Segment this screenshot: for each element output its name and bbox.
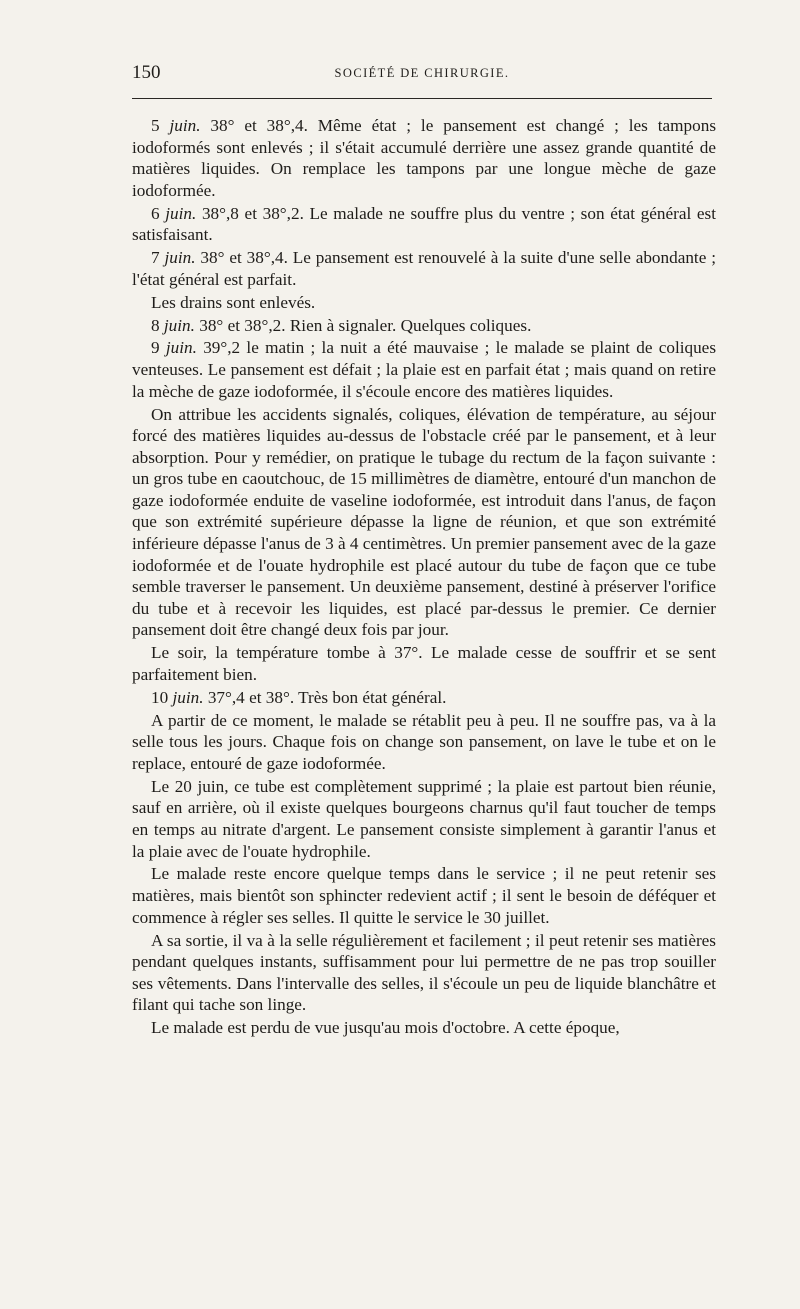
paragraph-june-6 [132, 203, 716, 246]
paragraph-lead: 9 [151, 338, 166, 358]
paragraph-drains [132, 292, 716, 314]
paragraph-text: Les drains sont enlevés. [151, 292, 316, 312]
paragraph-text: Le 20 juin, ce tube est complètement supprimé ; la plaie est partout bien réunie, sauf en arrière, où il existe quelques bourgeons charnus qu'il faut toucher de temps en temps au nitrate d'argent. Le pansement consiste simplement à garantir l'anus et la plaie avec de l'ouate hydrophile. [132, 776, 716, 861]
paragraph-date: juin. [163, 315, 195, 335]
paragraph-june-20 [132, 776, 716, 862]
paragraph-text: 39°,2 le matin ; la nuit a été mauvaise ; le malade se plaint de coliques venteuses. Le pansement est défait ; la plaie est en parfait état ; mais quand on retire la mèche de gaze iodoformée, il s'écoule encore des matières liquides. [132, 338, 717, 401]
paragraph-date: juin. [164, 248, 196, 268]
paragraph-date: juin. [172, 687, 204, 707]
paragraph-date: juin. [165, 203, 197, 223]
paragraph-lead: 6 [151, 203, 166, 223]
paragraph-lead: 8 [151, 315, 164, 335]
paragraph-text: Le soir, la température tombe à 37°. Le malade cesse de souffrir et se sent parfaitement bien. [132, 643, 716, 684]
body-text [132, 115, 716, 1040]
header-rule [132, 98, 712, 99]
page-number: 150 [132, 62, 161, 83]
paragraph-text: Le malade reste encore quelque temps dans le service ; il ne peut retenir ses matières, mais bientôt son sphincter redevient actif ; il sent le besoin de déféquer et commence à régler ses selles. Il quitte le service le 30 juillet. [132, 864, 716, 927]
paragraph-text: 38°,8 et 38°,2. Le malade ne souffre plus du ventre ; son état général est satisfaisant. [132, 203, 716, 245]
paragraph-text: Le malade est perdu de vue jusqu'au mois d'octobre. A cette époque, [151, 1018, 620, 1038]
paragraph-recovery [132, 710, 716, 775]
paragraph-lead: 7 [151, 248, 165, 268]
paragraph-date: juin. [165, 338, 197, 358]
paragraph-evening [132, 642, 716, 685]
paragraph-text: 38° et 38°,4. Le pansement est renouvelé à la suite d'une selle abondante ; l'état général est parfait. [132, 248, 716, 289]
paragraph-text: 38° et 38°,2. Rien à signaler. Quelques coliques. [194, 315, 532, 335]
paragraph-date: juin. [169, 116, 201, 135]
page-header [132, 62, 712, 94]
paragraph-october [132, 1017, 716, 1039]
paragraph-service [132, 863, 716, 928]
paragraph-discharge [132, 930, 716, 1016]
paragraph-text: On attribue les accidents signalés, coliques, élévation de température, au séjour forcé des matières liquides au-dessus de l'obstacle créé par le pansement, et à leur absorption. Pour y remédier, on pratique le tubage du rectum de la façon suivante : un gros tube en caoutchouc, de 15 millimètres de diamètre, entouré d'un manchon de gaze iodoformée enduite de vaseline iodoformée, est introduit dans l'anus, de façon que son extrémité supérieure dépasse la ligne de réunion, et que son extrémité inférieure dépasse l'anus de 3 à 4 centimètres. Un premier pansement avec de la gaze iodoformée et de l'ouate hydrophile est placé autour du tube de façon que ce tube semble traverser le pansement. Un deuxième pansement, destiné à préserver l'orifice du tube et à recevoir les liquides, est placé par-dessus le premier. Ce dernier pansement doit être changé deux fois par jour. [132, 404, 716, 640]
running-title: SOCIÉTÉ DE CHIRURGIE. [334, 66, 510, 80]
paragraph-june-7 [132, 247, 716, 290]
paragraph-text: A partir de ce moment, le malade se rétablit peu à peu. Il ne souffre pas, va à la selle tous les jours. Chaque fois on change son pansement, on lave le tube et on le replace, entouré de gaze iodoformée. [132, 710, 716, 773]
paragraph-text: 38° et 38°,4. Même état ; le pansement est changé ; les tampons iodoformés sont enlevés ; il s'était accumulé derrière une assez grande quantité de matières liquides. On remplace les tampons par une longue mèche de gaze iodoformée. [132, 116, 717, 200]
paragraph-text: 37°,4 et 38°. Très bon état général. [203, 687, 447, 707]
paragraph-lead: 10 [151, 687, 173, 707]
paragraph-june-8 [132, 315, 716, 337]
paragraph-june-5 [132, 115, 716, 201]
paragraph-june-10 [132, 687, 716, 709]
paragraph-tubage [132, 404, 716, 642]
paragraph-june-9 [132, 337, 716, 402]
paragraph-text: A sa sortie, il va à la selle régulièrement et facilement ; il peut retenir ses matières pendant quelques instants, suffisamment pour lui permettre de ne pas trop souiller ses vêtements. Dans l'intervalle des selles, il s'écoule un peu de liquide blanchâtre et filant qui tache son linge. [132, 930, 716, 1015]
paragraph-lead: 5 [151, 116, 170, 135]
